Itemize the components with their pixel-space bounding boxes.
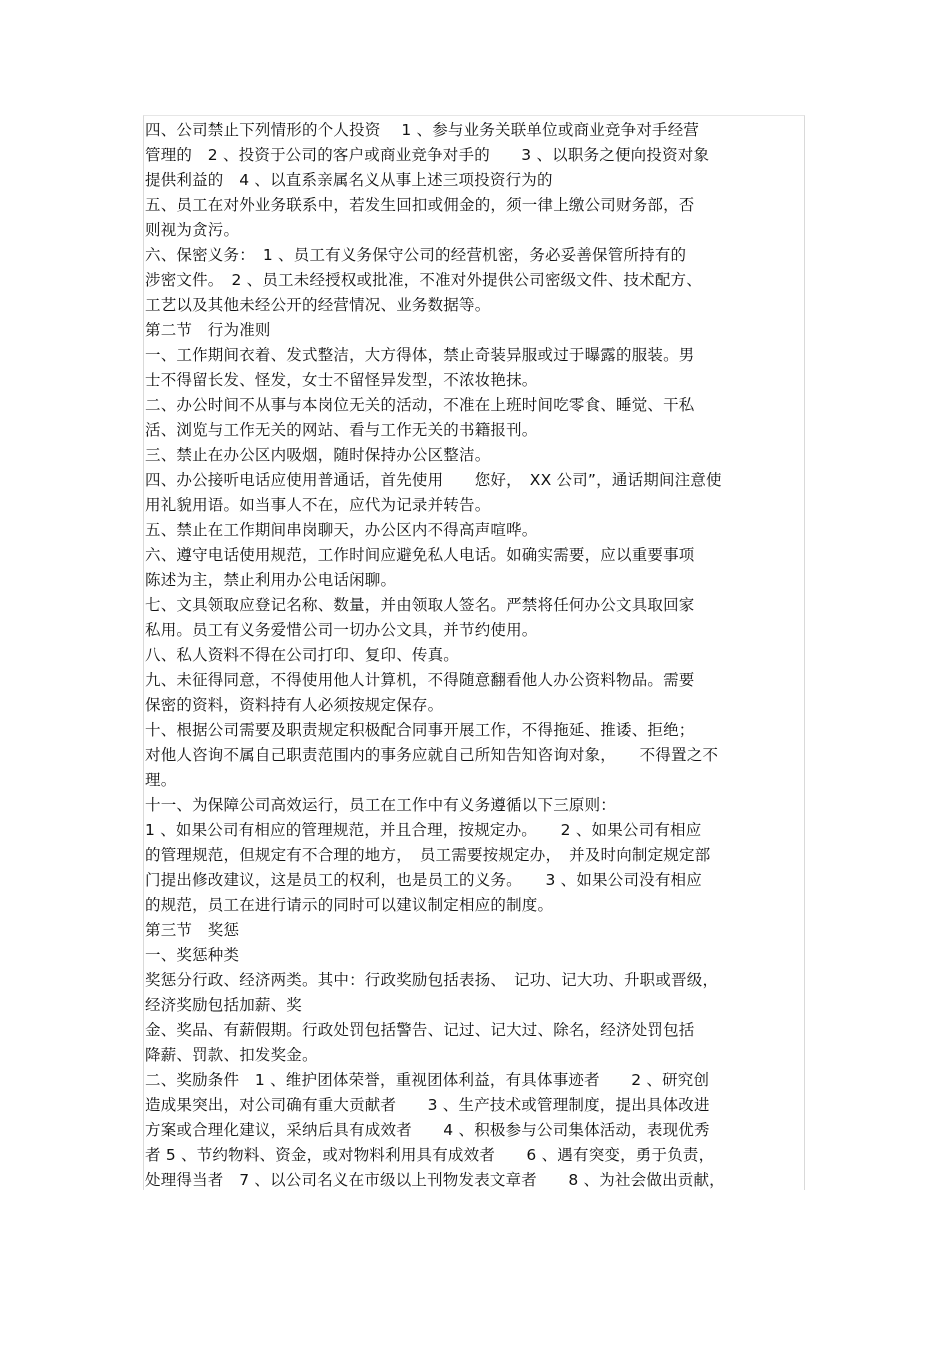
text-line: 八、私人资料不得在公司打印、复印、传真。 — [145, 646, 460, 664]
text-line: 十、根据公司需要及职责规定积极配合同事开展工作，不得拖延、推诿、拒绝； — [145, 721, 695, 739]
text-line: 金、奖品、有薪假期。行政处罚包括警告、记过、记大过、除名，经济处罚包括 — [145, 1021, 695, 1039]
text-line: 降薪、罚款、扣发奖金。 — [145, 1046, 318, 1064]
text-line: 造成果突出，对公司确有重大贡献者 3 、生产技术或管理制度，提出具体改进 — [145, 1096, 710, 1114]
text-line: 方案或合理化建议，采纳后具有成效者 4 、积极参与公司集体活动，表现优秀 — [145, 1121, 710, 1139]
text-line: 的管理规范，但规定有不合理的地方， 员工需要按规定办， 并及时向制定规定部 — [145, 846, 711, 864]
document-body — [143, 115, 805, 1190]
text-line: 二、办公时间不从事与本岗位无关的活动，不准在上班时间吃零食、睡觉、干私 — [145, 396, 695, 414]
text-line: 涉密文件。 2 、员工未经授权或批准，不准对外提供公司密级文件、技术配方、 — [145, 271, 702, 289]
text-line: 用礼貌用语。如当事人不在，应代为记录并转告。 — [145, 496, 491, 514]
text-line: 陈述为主，禁止利用办公电话闲聊。 — [145, 571, 397, 589]
text-line: 经济奖励包括加薪、奖 — [145, 996, 303, 1014]
text-line: 一、奖惩种类 — [145, 946, 240, 964]
text-line: 者 5 、节约物料、资金，或对物料利用具有成效者 6 、遇有突变，勇于负责， — [145, 1146, 715, 1164]
text-line: 五、员工在对外业务联系中，若发生回扣或佣金的，须一律上缴公司财务部，否 — [145, 196, 695, 214]
section-heading: 第二节 行为准则 — [145, 321, 271, 339]
text-line: 则视为贪污。 — [145, 221, 240, 239]
text-line: 的规范，员工在进行请示的同时可以建议制定相应的制度。 — [145, 896, 554, 914]
text-line: 三、禁止在办公区内吸烟，随时保持办公区整洁。 — [145, 446, 491, 464]
text-line: 九、未征得同意，不得使用他人计算机，不得随意翻看他人办公资料物品。需要 — [145, 671, 695, 689]
text-line: 四、公司禁止下列情形的个人投资 1 、参与业务关联单位或商业竞争对手经营 — [145, 121, 700, 139]
text-line: 门提出修改建议，这是员工的权利，也是员工的义务。 3 、如果公司没有相应 — [145, 871, 702, 889]
text-line: 提供利益的 4 、以直系亲属名义从事上述三项投资行为的 — [145, 171, 553, 189]
text-line: 1 、如果公司有相应的管理规范，并且合理，按规定办。 2 、如果公司有相应 — [145, 821, 702, 839]
text-line: 奖惩分行政、经济两类。其中：行政奖励包括表扬、 记功、记大功、升职或晋级， — [145, 971, 719, 989]
text-line: 处理得当者 7 、以公司名义在市级以上刊物发表文章者 8 、为社会做出贡献， — [145, 1171, 725, 1189]
text-line: 士不得留长发、怪发，女士不留怪异发型，不浓妆艳抹。 — [145, 371, 538, 389]
text-line: 工艺以及其他未经公开的经营情况、业务数据等。 — [145, 296, 491, 314]
text-line: 六、保密义务： 1 、员工有义务保守公司的经营机密，务必妥善保管所持有的 — [145, 246, 687, 264]
section-heading: 第三节 奖惩 — [145, 921, 240, 939]
text-line: 十一、为保障公司高效运行，员工在工作中有义务遵循以下三原则： — [145, 796, 617, 814]
text-line: 一、工作期间衣着、发式整洁，大方得体，禁止奇装异服或过于曝露的服装。男 — [145, 346, 695, 364]
text-line: 二、奖励条件 1 、维护团体荣誉，重视团体利益，有具体事迹者 2 、研究创 — [145, 1071, 710, 1089]
text-line: 管理的 2 、投资于公司的客户或商业竞争对手的 3 、以职务之便向投资对象 — [145, 146, 710, 164]
text-line: 七、文具领取应登记名称、数量，并由领取人签名。严禁将任何办公文具取回家 — [145, 596, 695, 614]
text-line: 私用。员工有义务爱惜公司一切办公文具，并节约使用。 — [145, 621, 538, 639]
text-line: 活、浏览与工作无关的网站、看与工作无关的书籍报刊。 — [145, 421, 538, 439]
text-line: 四、办公接听电话应使用普通话，首先使用 您好， XX 公司”，通话期间注意使 — [145, 471, 722, 489]
text-line: 五、禁止在工作期间串岗聊天，办公区内不得高声喧哗。 — [145, 521, 538, 539]
text-line: 保密的资料，资料持有人必须按规定保存。 — [145, 696, 444, 714]
text-line: 对他人咨询不属自己职责范围内的事务应就自己所知告知咨询对象， 不得置之不 — [145, 746, 719, 764]
text-line: 六、遵守电话使用规范，工作时间应避免私人电话。如确实需要，应以重要事项 — [145, 546, 695, 564]
text-line: 理。 — [145, 771, 177, 789]
